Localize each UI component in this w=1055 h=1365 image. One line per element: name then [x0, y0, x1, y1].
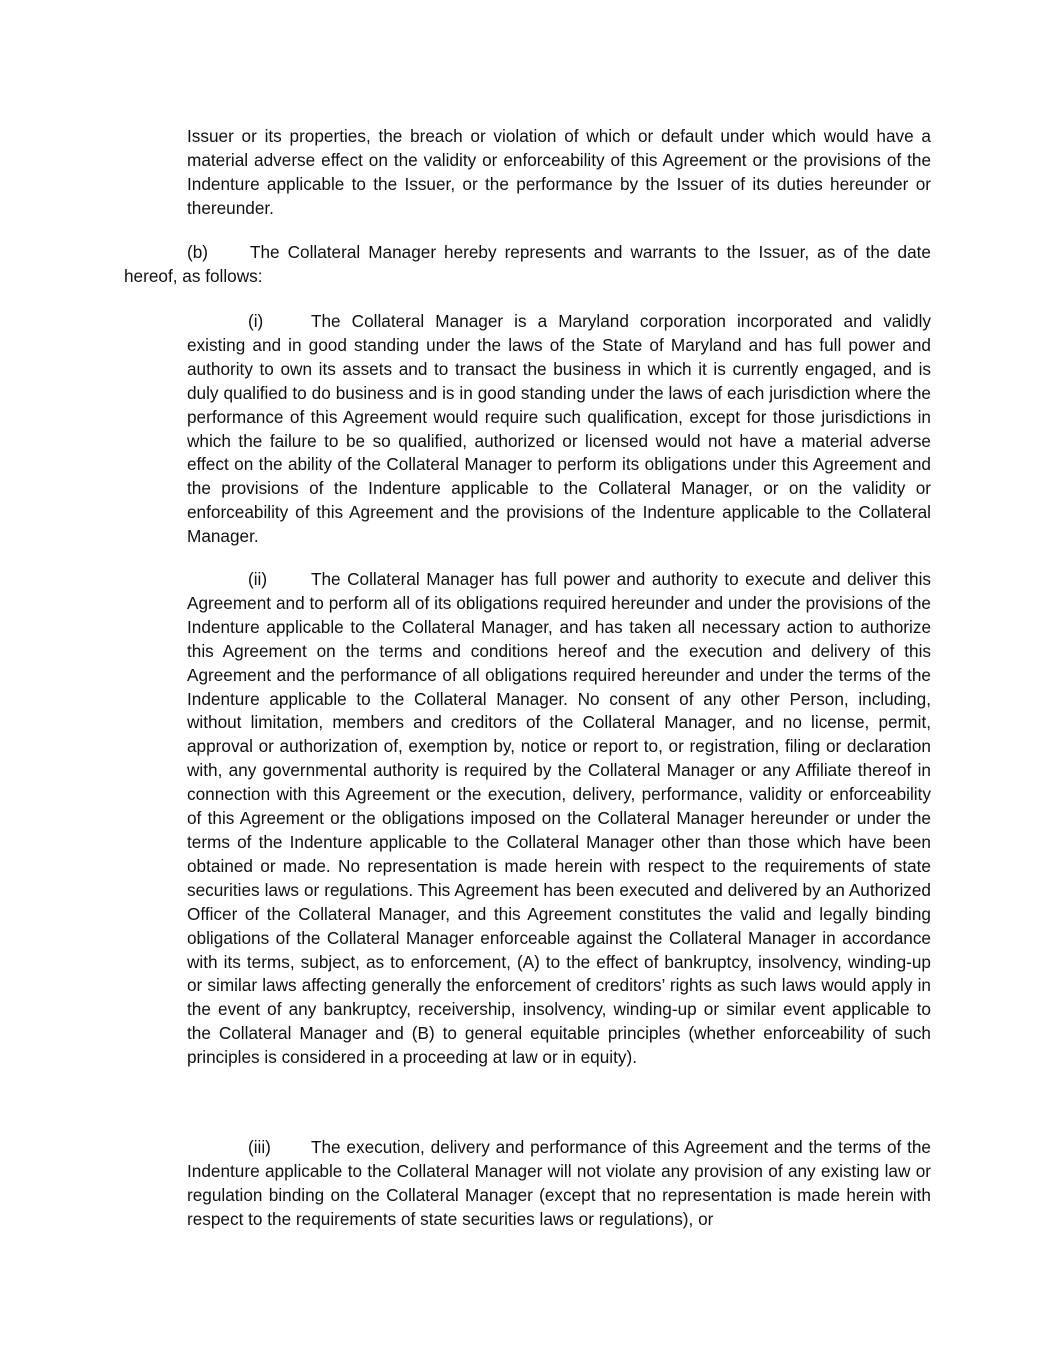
clause-iii-text: The execution, delivery and performance of this Agreement and the terms of the Indenture applicable to the Collateral Manager will not violate any provision of any existing law or regulation binding on the Collateral Manager (except that no representation is made herein with respect to the requirements of state securities laws or regulations), or [187, 1137, 931, 1229]
section-b-paragraph [124, 241, 931, 289]
clause-iii-marker: (iii) [248, 1137, 271, 1157]
clause-ii-text: The Collateral Manager has full power and authority to execute and deliver this Agreement and to perform all of its obligations required hereunder and under the provisions of the Indenture applicable to the Collateral Manager, and has taken all necessary action to authorize this Agreement on the terms and conditions hereof and the execution and delivery of this Agreement and the performance of all obligations required hereunder and under the terms of the Indenture applicable to the Collateral Manager. No consent of any other Person, including, without limitation, members and creditors of the Collateral Manager, and no license, permit, approval or authorization of, exemption by, notice or report to, or registration, filing or declaration with, any governmental authority is required by the Collateral Manager or any Affiliate thereof in connection with this Agreement or the execution, delivery, performance, validity or enforceability of this Agreement or the obligations imposed on the Collateral Manager hereunder or under the terms of the Indenture applicable to the Collateral Manager other than those which have been obtained or made. No representation is made herein with respect to the requirements of state securities laws or regulations. This Agreement has been executed and delivered by an Authorized Officer of the Collateral Manager, and this Agreement constitutes the valid and legally binding obligations of the Collateral Manager enforceable against the Collateral Manager in accordance with its terms, subject, as to enforcement, (A) to the effect of bankruptcy, insolvency, winding-up or similar laws affecting generally the enforcement of creditors’ rights as such laws would apply in the event of any bankruptcy, receivership, insolvency, winding-up or similar event applicable to the Collateral Manager and (B) to general equitable principles (whether enforceability of such principles is considered in a proceeding at law or in equity). [187, 569, 931, 1068]
clause-ii-marker: (ii) [248, 569, 268, 589]
clause-ii-paragraph [187, 568, 931, 1070]
section-b-marker: (b) [187, 242, 209, 262]
clause-i-paragraph [187, 310, 931, 549]
continuation-paragraph: Issuer or its properties, the breach or violation of which or default under which would have a material adverse effect on the validity or enforceability of this Agreement or the provisions of the Indenture applicable to the Issuer, or the performance by the Issuer of its duties hereunder or thereunder. [187, 126, 931, 218]
section-b-text: The Collateral Manager hereby represents and warrants to the Issuer, as of the date hereof, as follows: [124, 242, 931, 286]
clause-i-marker: (i) [248, 311, 264, 331]
clause-i-text: The Collateral Manager is a Maryland corporation incorporated and validly existing and in good standing under the laws of the State of Maryland and has full power and authority to own its assets and to transact the business in which it is currently engaged, and is duly qualified to do business and is in good standing under the laws of each jurisdiction where the performance of this Agreement would require such qualification, except for those jurisdictions in which the failure to be so qualified, authorized or licensed would not have a material adverse effect on the ability of the Collateral Manager to perform its obligations under this Agreement and the provisions of the Indenture applicable to the Collateral Manager, or on the validity or enforceability of this Agreement and the provisions of the Indenture applicable to the Collateral Manager. [187, 311, 931, 547]
clause-iii-paragraph [187, 1136, 931, 1232]
